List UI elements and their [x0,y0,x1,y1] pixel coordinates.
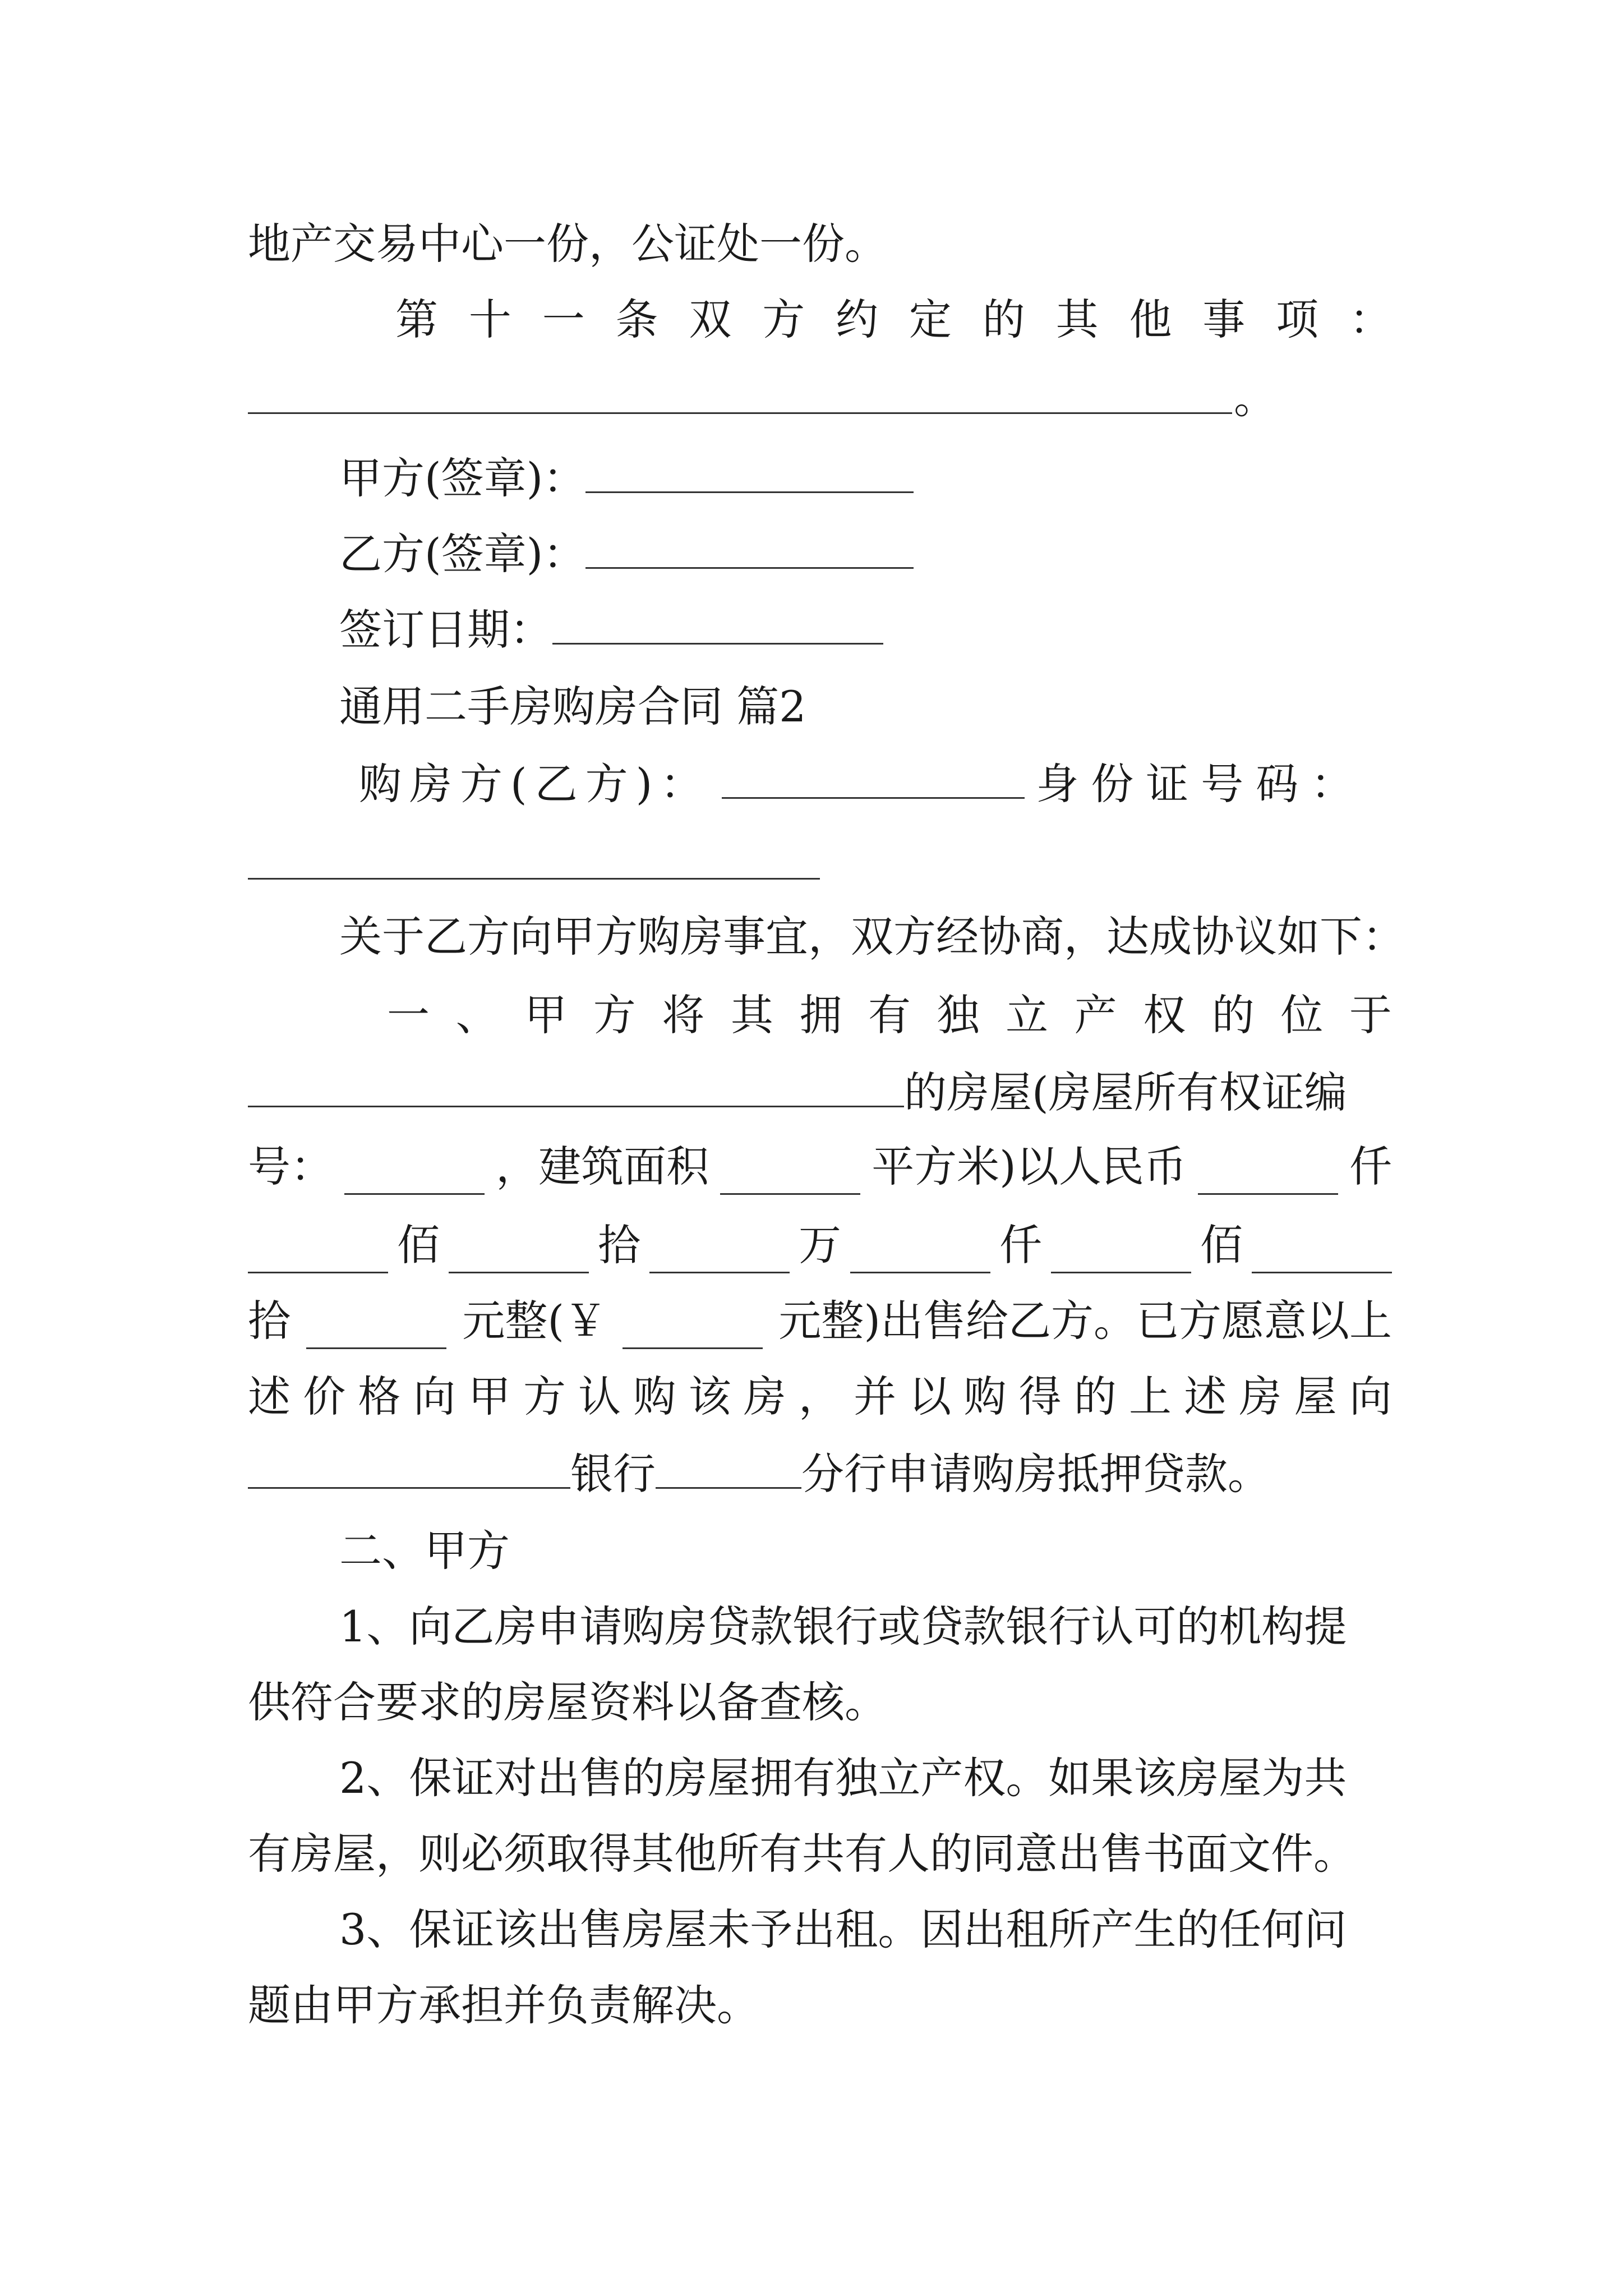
section-title: 通用二手房购房合同 篇2 [339,682,806,731]
branch-blank [656,1444,801,1489]
id-blank-line [248,878,820,880]
bank-blank [248,1444,570,1489]
amount-unit: 佰 [397,1220,440,1270]
sign-date [339,600,1392,656]
amount-blank [248,1229,388,1273]
party-a-blank [585,449,914,493]
item-1-line-1: 1、向乙房申请购房贷款银行或贷款银行认可的机构提 [339,1602,1347,1651]
item-1-line-2: 供符合要求的房屋资料以备查核。 [248,1677,887,1727]
amount-unit: 万 [799,1220,841,1270]
party-b-signature [339,524,1392,581]
clause-11-heading [395,292,1392,348]
buyer-label: 购房方(乙方)： [359,759,711,809]
area-blank [720,1151,860,1195]
yuan-text: 元整(￥ [462,1296,607,1346]
sell-text: 元整)出售给乙方。已方愿意以上 [778,1296,1392,1346]
section-2-heading: 二、甲方 [339,1526,510,1576]
item-3-line-1: 3、保证该出售房屋未予出租。因出租所产生的任何问 [339,1904,1347,1954]
cert-no-label: 号： [248,1142,333,1191]
house-cert-text: 的房屋(房屋所有权证编 [904,1068,1347,1117]
id-label: 身份证号码： [1036,759,1366,809]
item-2-line-1: 2、保证对出售的房屋拥有独立产权。如果该房屋为共 [339,1753,1347,1803]
party-a-label: 甲方(签章)： [339,453,586,503]
buyer-blank [722,754,1025,799]
area-label: ，建筑面积 [496,1142,709,1191]
clause-1-heading [387,987,1392,1043]
clause-1-bank-line [248,1444,1392,1501]
party-a-signature [339,449,1392,505]
shi-unit: 拾 [248,1296,291,1346]
bank-text: 银行 [570,1449,656,1499]
clause-1-house-line [248,1063,1392,1119]
text-line: 地产交易中心一份，公证处一份。 [248,219,887,269]
sqm-label: 平方米)以人民币 [872,1142,1187,1191]
blank-line [248,412,1232,414]
clause-1-amount-line [248,1217,1392,1273]
sign-date-blank [552,600,883,645]
qian-unit: 仟 [1349,1142,1392,1191]
yuan-figure-blank [623,1305,763,1349]
cert-no-blank [344,1151,485,1195]
buyer-line [359,754,1392,811]
clause-1-price-text: 述 价 格 向 甲 方 认 购 该 房 ， 并 以 购 得 的 上 述 房 屋 向 [248,1372,1392,1421]
location-blank [248,1063,904,1107]
amount-blank [1051,1229,1191,1273]
amount-blank [449,1229,589,1273]
sign-date-label: 签订日期： [339,605,552,655]
clause-11-text: 第 十 一 条 双 方 约 定 的 其 他 事 项 ： [395,295,1392,344]
clause-1-price-line [248,1369,1392,1425]
amount-blank [850,1229,990,1273]
clause-1-yuan-line [248,1293,1392,1349]
text-period: 。 [1234,373,1276,423]
party-b-blank [585,524,914,569]
branch-text: 分行申请购房抵押贷款。 [801,1449,1270,1499]
clause-1-head-text: 一 、 甲 方 将 其 拥 有 独 立 产 权 的 位 于 [387,990,1392,1040]
clause-1-area-line [248,1139,1392,1195]
qian-blank [1198,1151,1338,1195]
intro-line: 关于乙方向甲方购房事宜，双方经协商，达成协议如下： [339,912,1405,961]
amount-unit: 仟 [999,1220,1042,1270]
item-3-line-2: 题由甲方承担并负责解决。 [248,1980,759,2030]
item-2-line-2: 有房屋，则必须取得其他所有共有人的同意出售书面文件。 [248,1829,1356,1879]
amount-unit: 佰 [1200,1220,1243,1270]
amount-blank [1252,1229,1392,1273]
amount-unit: 拾 [598,1220,640,1270]
amount-blank [649,1229,790,1273]
party-b-label: 乙方(签章)： [339,529,586,579]
yuan-blank [306,1305,446,1349]
